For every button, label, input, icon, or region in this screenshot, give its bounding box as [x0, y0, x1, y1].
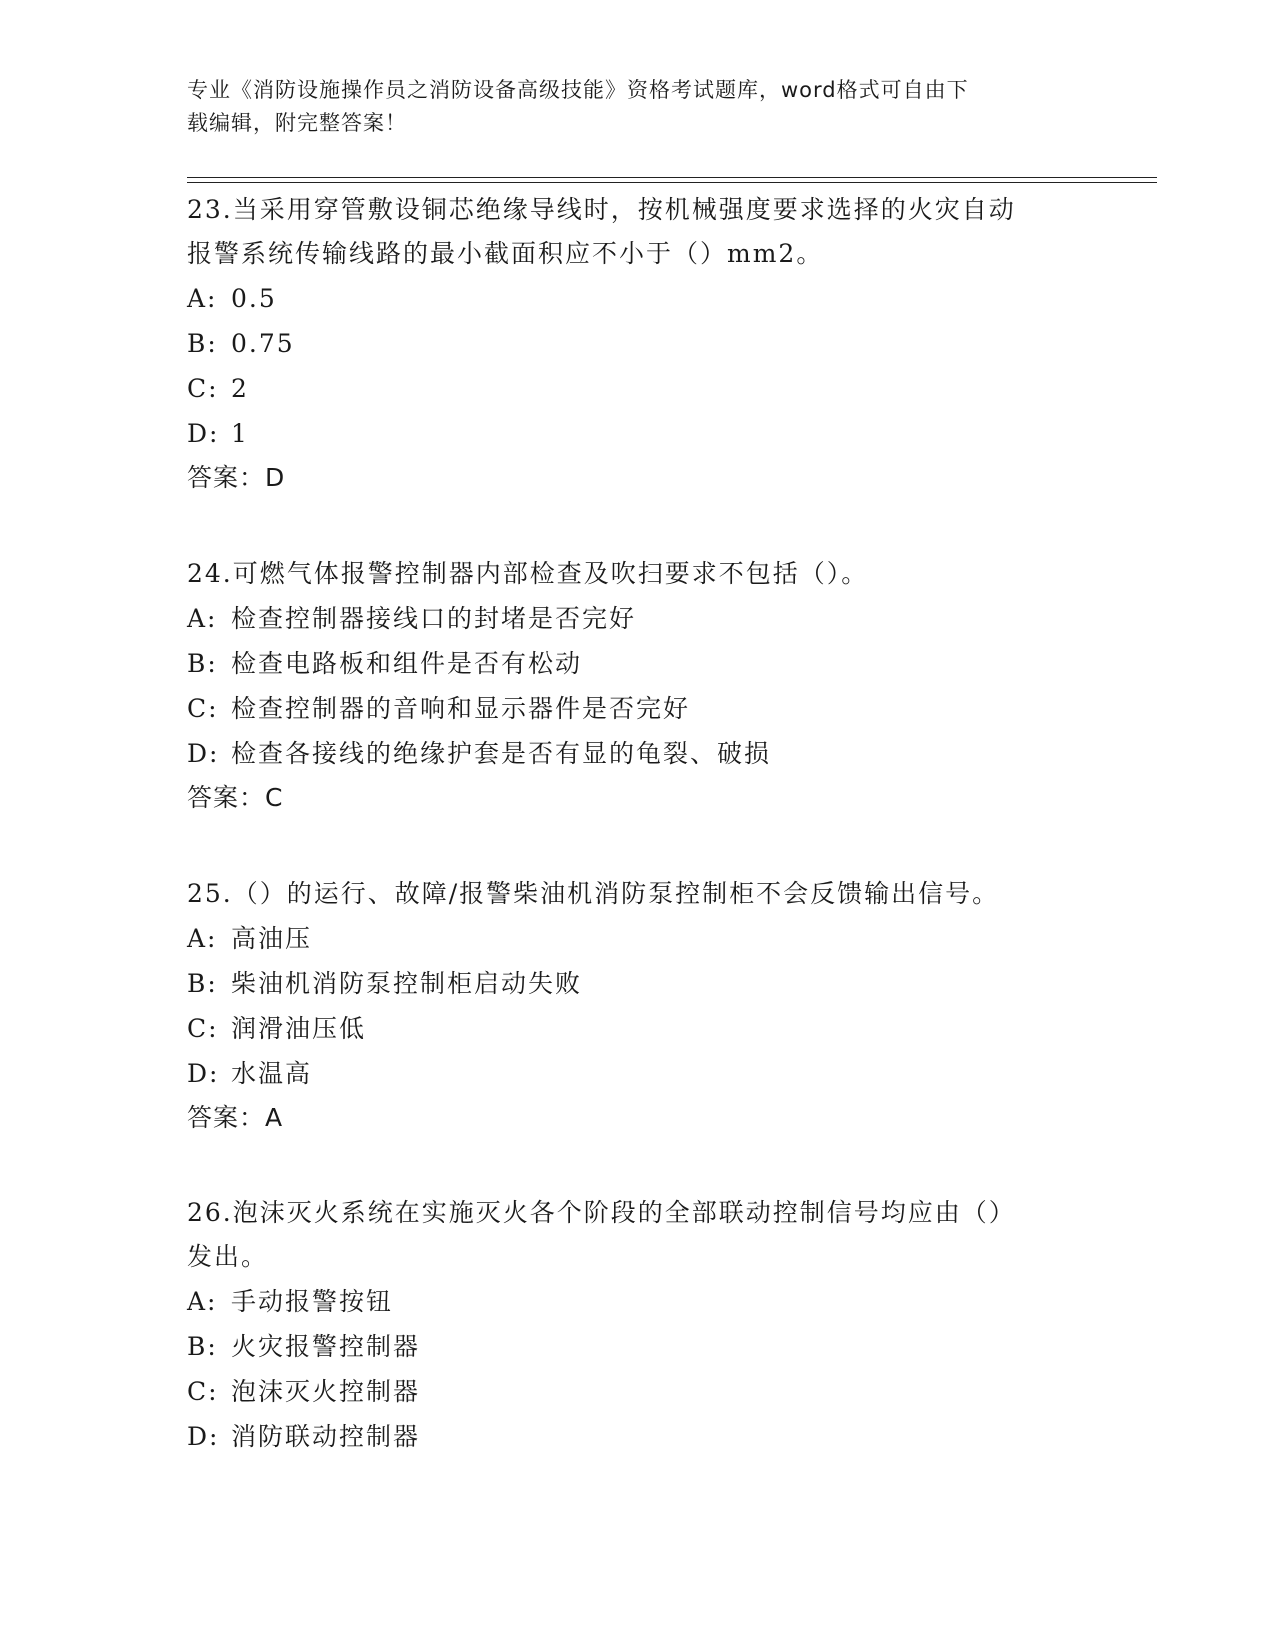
- option-b: [187, 641, 1087, 686]
- option-text: 火灾报警控制器: [231, 1332, 421, 1361]
- option-label: D:: [187, 419, 220, 448]
- option-text: 检查各接线的绝缘护套是否有显的龟裂、破损: [231, 739, 772, 768]
- option-c: [187, 1369, 1087, 1414]
- question-stem-line: 24.可燃气体报警控制器内部检查及吹扫要求不包括（）。: [187, 559, 869, 588]
- question-stem-line: 25.（）的运行、故障/报警柴油机消防泵控制柜不会反馈输出信号。: [187, 879, 1000, 908]
- option-label: D:: [187, 739, 220, 768]
- question-stem-line: 报警系统传输线路的最小截面积应不小于（）mm2。: [187, 239, 824, 268]
- option-label: B:: [187, 649, 218, 678]
- answer: 答案：C: [187, 783, 284, 812]
- header-divider-bottom: [187, 182, 1157, 183]
- option-d: [187, 731, 1087, 776]
- question-26: [187, 1191, 1087, 1459]
- question-24: [187, 552, 1087, 820]
- option-a: [187, 1279, 1087, 1324]
- option-b: [187, 961, 1087, 1006]
- option-a: [187, 596, 1087, 641]
- option-a: [187, 916, 1087, 961]
- option-label: B:: [187, 1332, 218, 1361]
- question-stem-line: 23.当采用穿管敷设铜芯绝缘导线时，按机械强度要求选择的火灾自动: [187, 195, 1016, 224]
- option-text: 1: [231, 419, 249, 448]
- option-d: [187, 1051, 1087, 1096]
- question-stem-line: 发出。: [187, 1242, 269, 1271]
- option-text: 高油压: [231, 924, 313, 953]
- option-text: 润滑油压低: [231, 1014, 367, 1043]
- option-label: A:: [187, 1287, 218, 1316]
- option-c: [187, 686, 1087, 731]
- option-text: 0.75: [231, 329, 295, 358]
- option-text: 消防联动控制器: [231, 1422, 421, 1451]
- answer: 答案：A: [187, 1103, 284, 1132]
- option-label: C:: [187, 694, 219, 723]
- option-text: 检查电路板和组件是否有松动: [231, 649, 583, 678]
- question-23: [187, 188, 1087, 500]
- option-label: D:: [187, 1059, 220, 1088]
- option-c: [187, 1006, 1087, 1051]
- option-text: 2: [231, 374, 249, 403]
- option-text: 检查控制器的音响和显示器件是否完好: [231, 694, 691, 723]
- question-stem-line: 26.泡沫灭火系统在实施灭火各个阶段的全部联动控制信号均应由（）: [187, 1198, 1016, 1227]
- option-text: 手动报警按钮: [231, 1287, 394, 1316]
- option-text: 泡沫灭火控制器: [231, 1377, 421, 1406]
- question-25: [187, 872, 1087, 1140]
- document-header: [187, 74, 1067, 140]
- option-text: 0.5: [231, 284, 277, 313]
- option-text: 检查控制器接线口的封堵是否完好: [231, 604, 637, 633]
- option-label: C:: [187, 1377, 219, 1406]
- option-label: C:: [187, 374, 219, 403]
- option-b: [187, 321, 1087, 366]
- option-b: [187, 1324, 1087, 1369]
- option-label: A:: [187, 284, 218, 313]
- option-label: A:: [187, 604, 218, 633]
- header-divider-top: [187, 177, 1157, 178]
- answer: 答案：D: [187, 463, 286, 492]
- option-c: [187, 366, 1087, 411]
- option-label: C:: [187, 1014, 219, 1043]
- option-label: D:: [187, 1422, 220, 1451]
- header-line-1: 专业《消防设施操作员之消防设备高级技能》资格考试题库，word格式可自由下: [187, 78, 969, 102]
- option-label: A:: [187, 924, 218, 953]
- option-text: 柴油机消防泵控制柜启动失败: [231, 969, 583, 998]
- option-text: 水温高: [231, 1059, 313, 1088]
- option-label: B:: [187, 969, 218, 998]
- option-d: [187, 1414, 1087, 1459]
- option-d: [187, 411, 1087, 456]
- option-label: B:: [187, 329, 218, 358]
- option-a: [187, 276, 1087, 321]
- header-line-2: 载编辑，附完整答案！: [187, 111, 407, 135]
